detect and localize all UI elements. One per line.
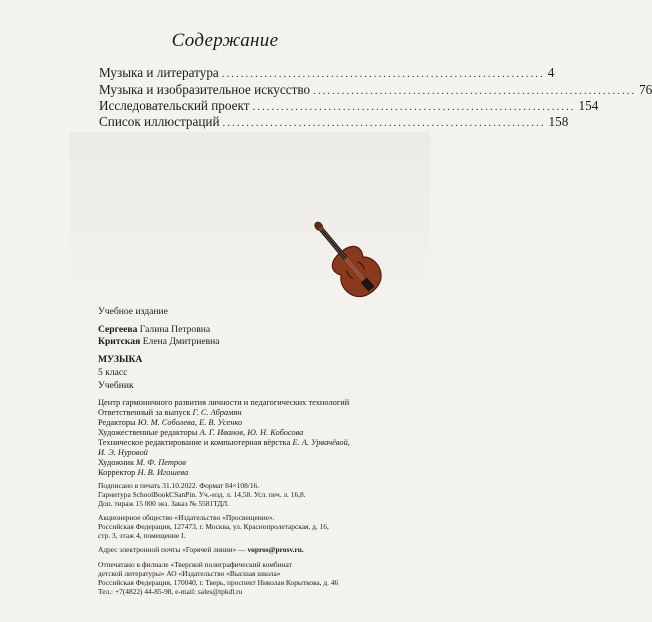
book-kind: Учебник	[98, 380, 134, 391]
violin-image	[292, 210, 402, 310]
art-editors-names: А. Г. Иванов, Ю. Н. Кобосова	[199, 428, 304, 437]
art-editors-line	[98, 428, 303, 438]
toc-item-page: 76	[639, 82, 652, 97]
print-info-line: Подписано в печать 31.10.2022. Формат 84×108/16.	[98, 481, 260, 490]
tech-edit-names: Е. А. Урвачёвой,	[292, 438, 350, 447]
toc-item-page: 154	[578, 98, 599, 113]
editors-names: Ю. М. Соболева, Е. В. Усенко	[137, 418, 243, 427]
grade: 5 класс	[98, 367, 128, 378]
author-2-surname: Критская	[98, 336, 141, 347]
editors-line	[98, 418, 242, 428]
corrector-line	[98, 468, 188, 478]
artist-label: Художник	[98, 458, 135, 467]
toc-leader-dots: ....................................................................	[313, 85, 637, 97]
printer-line: Тел.: +7(4822) 44-85-98, e-mail: sales@tpkdl.ru	[98, 587, 243, 596]
edition-type: Учебное издание	[98, 306, 168, 317]
toc-leader-dots: ....................................................................	[252, 101, 576, 113]
toc-item-page: 4	[547, 65, 555, 80]
hotline-line	[98, 546, 304, 555]
printer-line: Российская Федерация, 170040, г. Тверь, проспект Николая Корыткова, д. 46	[98, 578, 339, 587]
page-title: Содержание	[171, 30, 279, 51]
toc-leader-dots: ....................................................................	[221, 68, 545, 80]
toc-leader-dots: ....................................................................	[222, 117, 546, 129]
toc-item-title: Список иллюстраций	[99, 114, 220, 129]
printer-line: детской литературы» АО «Издательство «Высшая школа»	[98, 569, 281, 578]
corrector-label: Корректор	[98, 468, 136, 477]
author-2-name: Елена Дмитриевна	[142, 336, 220, 347]
toc-item[interactable]	[99, 113, 569, 131]
artist-line	[98, 458, 186, 468]
toc-item-page: 158	[548, 114, 569, 129]
print-info-line: Гарнитура SchoolBookCSanPin. Уч.-изд. л. 14,58. Усл. печ. л. 16,8.	[98, 490, 306, 499]
hotline-email-link[interactable]: vopros@prosv.ru.	[247, 545, 304, 554]
tech-edit-names-cont: И. Э. Нуровой	[98, 448, 148, 457]
responsible-line	[98, 408, 242, 418]
corrector-name: Н. В. Игошева	[137, 468, 189, 477]
toc-item-title: Исследовательский проект	[99, 98, 250, 113]
tech-edit-line	[98, 438, 350, 448]
toc-item-title: Музыка и литература	[99, 65, 219, 80]
book-title: МУЗЫКА	[98, 354, 143, 365]
publisher-line: Акционерное общество «Издательство «Просвещение».	[98, 513, 275, 522]
author-1-name: Галина Петровна	[139, 324, 211, 335]
responsible-label: Ответственный за выпуск	[98, 408, 191, 417]
publisher-line: Российская Федерация, 127473, г. Москва, ул. Краснопролетарская, д. 16,	[98, 522, 329, 531]
printer-line: Отпечатано в филиале «Тверской полиграфический комбинат	[98, 560, 292, 569]
author-1	[98, 324, 210, 335]
print-info-line: Доп. тираж 15 000 экз. Заказ № 5581ТДЛ.	[98, 499, 230, 508]
author-2	[98, 336, 220, 347]
author-1-surname: Сергеева	[98, 324, 138, 335]
publisher-line: стр. 3, этаж 4, помещение I.	[98, 531, 186, 540]
art-editors-label: Художественные редакторы	[98, 428, 198, 437]
tech-edit-label: Техническое редактирование и компьютерная вёрстка	[98, 438, 291, 447]
toc-item-title: Музыка и изобразительное искусство	[99, 82, 311, 97]
responsible-name: Г. С. Абрамян	[192, 408, 242, 417]
artist-name: М. Ф. Петров	[136, 458, 186, 467]
toc-item[interactable]	[99, 64, 555, 82]
editors-label: Редакторы	[98, 418, 136, 427]
center-name: Центр гармоничного развития личности и педагогических технологий	[98, 398, 350, 407]
hotline-label: Адрес электронной почты «Горячей линии» —	[98, 545, 246, 554]
